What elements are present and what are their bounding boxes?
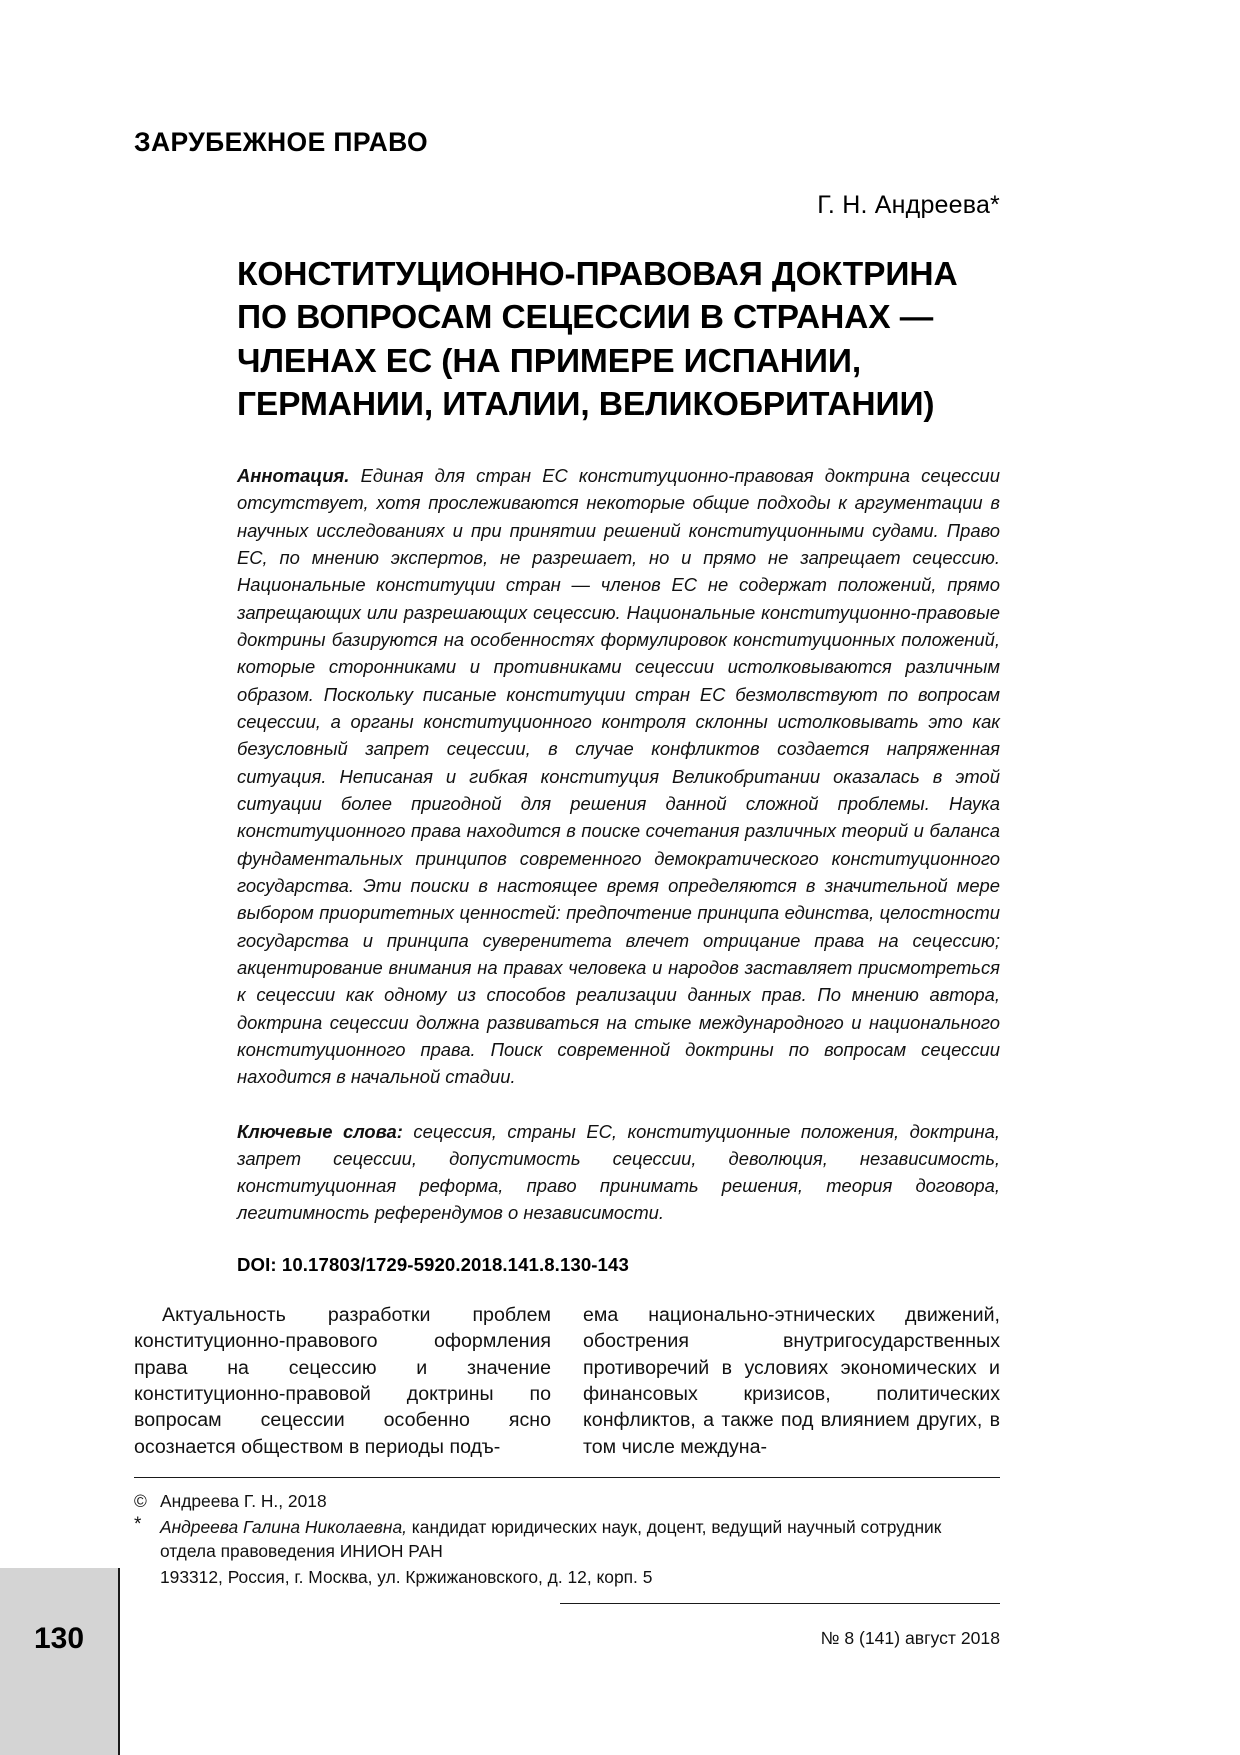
article-title (134, 253, 1000, 426)
author-note-name: Андреева Галина Николаевна, (160, 1516, 407, 1537)
asterisk-icon: * (134, 1513, 142, 1535)
abstract-text: Единая для стран ЕС конституционно-правовая доктрина сецессии отсутствует, хотя прослеживаются некоторые общие подходы к аргументации в научных исследованиях и при принятии решений конституционными судами. Право ЕС, по мнению экспертов, не разрешает, но и прямо не запрещает сецессию. Национальные конституции стран — членов ЕС не содержат положений, прямо запрещающих или разрешающих сецессию. Национальные конституционно-правовые доктрины базируются на особенностях формулировок конституционных положений, которые сторонниками и противниками сецессии истолковываются различным образом. Поскольку писаные конституции стран ЕС безмолвствуют по вопросам сецессии, а органы конституционного контроля склонны истолковывать это как безусловный запрет сецессии, в случае конфликтов создается напряженная ситуация. Неписаная и гибкая конституция Великобритании оказалась в этой ситуации более пригодной для решения данной сложной проблемы. Наука конституционного права находится в поиске сочетания различных теорий и баланса фундаментальных принципов современного демократического конституционного государства. Эти поиски в настоящее время определяются в значительной мере выбором приоритетных ценностей: предпочтение принципа единства, целостности государства и принципа суверенитета влечет отрицание права на сецессию; акцентирование внимания на правах человека и народов заставляет присмотреться к сецессии как одному из способов реализации данных прав. По мнению автора, доктрина сецессии должна развиваться на стыке международного и национального конституционного права. Поиск современной доктрины по вопросам сецессии находится в начальной стадии. (237, 464, 1000, 1088)
article-title-line-1: КОНСТИТУЦИОННО-ПРАВОВАЯ ДОКТРИНА (237, 256, 958, 294)
keywords-text: сецессия, страны ЕС, конституционные положения, доктрина, запрет сецессии, допустимость сецессии, деволюция, независимость, конституционная реформа, право принимать решения, теория договора, легитимность референдумов о независимости. (237, 1120, 1000, 1224)
footnote-separator-rule (134, 1477, 1000, 1478)
footer-gray-band (0, 1568, 118, 1755)
body-paragraph-left: Актуальность разработки проблем конституционно-правового оформления права на сецессию и значение конституционно-правовой доктрины по вопросам сецессии особенно ясно осознается обществом в периоды подъ- (134, 1303, 551, 1458)
body-column-right (583, 1302, 1000, 1460)
keywords-paragraph (237, 1118, 1000, 1227)
copyright-icon: © (134, 1491, 147, 1512)
body-two-columns (134, 1302, 1000, 1460)
footnote-copyright (134, 1489, 1000, 1514)
abstract-paragraph (237, 462, 1000, 1091)
doi-line[interactable]: DOI: 10.17803/1729-5920.2018.141.8.130-143 (237, 1253, 629, 1275)
footnote-author-note (134, 1515, 1000, 1564)
footnote-address-spacer (134, 1565, 160, 1590)
article-title-line-4: ГЕРМАНИИ, ИТАЛИИ, ВЕЛИКОБРИТАНИИ) (237, 385, 935, 423)
author-note-text (160, 1515, 1000, 1564)
author-note-address: 193312, Россия, г. Москва, ул. Кржижановского, д. 12, корп. 5 (160, 1566, 653, 1587)
abstract-block (134, 462, 1000, 1276)
page-number: 130 (33, 1622, 85, 1655)
page-content (134, 0, 1000, 1590)
copyright-text: Андреева Г. Н., 2018 (160, 1491, 327, 1512)
issue-identifier: № 8 (141) август 2018 (820, 1628, 1000, 1648)
footer-vertical-rule (118, 1568, 120, 1755)
footnote-address-row (134, 1565, 1000, 1590)
section-rubric: ЗАРУБЕЖНОЕ ПРАВО (134, 127, 429, 157)
body-column-left (134, 1302, 551, 1460)
footer-separator-rule (560, 1603, 1000, 1604)
article-title-line-3: ЧЛЕНАХ ЕС (НА ПРИМЕРЕ ИСПАНИИ, (237, 342, 862, 380)
article-title-line-2: ПО ВОПРОСАМ СЕЦЕССИИ В СТРАНАХ — (237, 299, 934, 337)
keywords-label: Ключевые слова: (237, 1120, 403, 1142)
body-paragraph-right: ема национально-этнических движений, обострения внутригосударственных противоречий в условиях экономических и финансовых кризисов, политических конфликтов, а также под влиянием других, в том числе междуна- (583, 1303, 1000, 1458)
author-byline: Г. Н. Андреева* (817, 191, 1000, 220)
author-note-affiliation: кандидат юридических наук, доцент, ведущий научный сотрудник отдела правоведения ИНИОН РАН (160, 1516, 942, 1562)
footnote-block (134, 1489, 1000, 1589)
abstract-label: Аннотация. (237, 464, 350, 486)
